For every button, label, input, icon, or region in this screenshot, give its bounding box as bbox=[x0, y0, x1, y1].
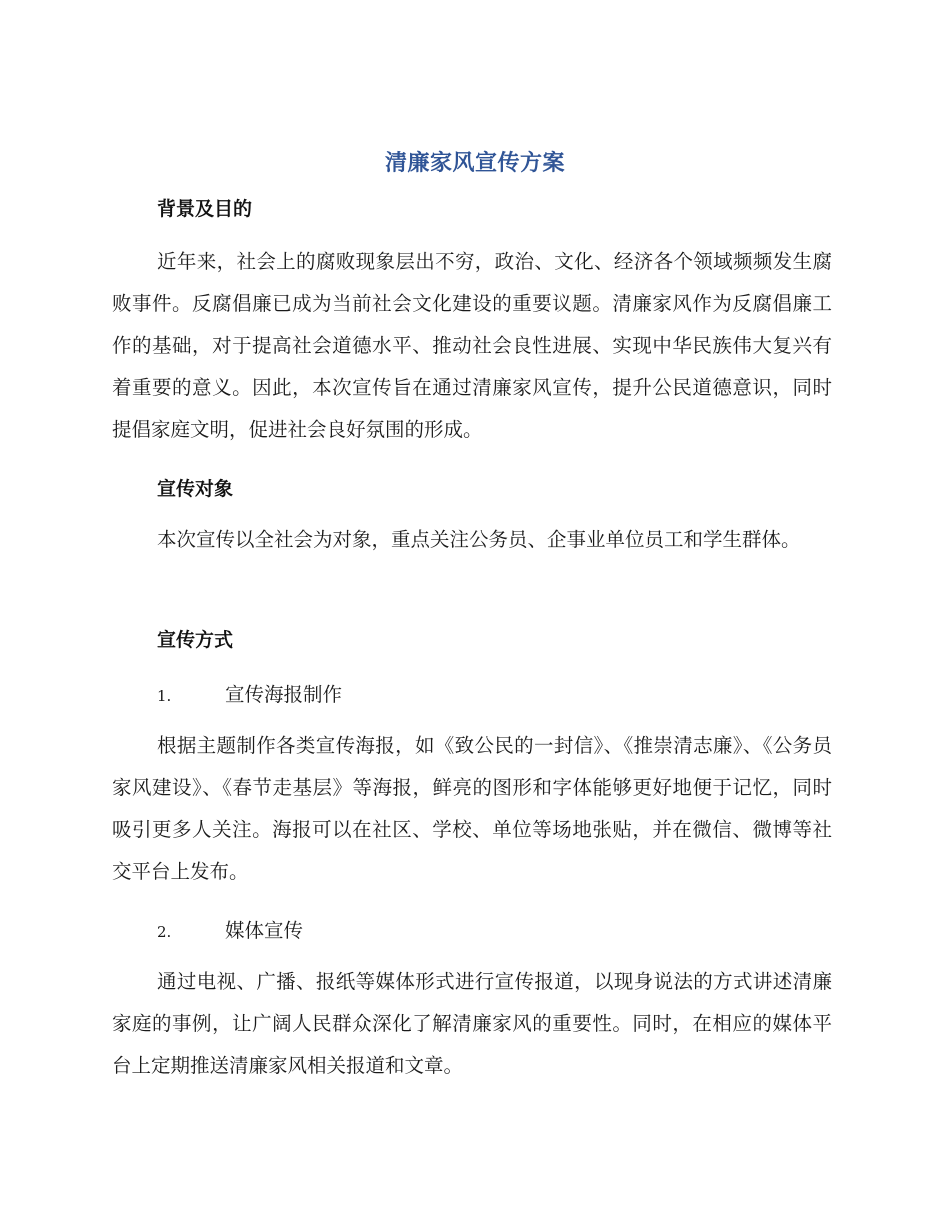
document-title: 清廉家风宣传方案 bbox=[384, 151, 565, 176]
section-heading-background: 背景及目的 bbox=[157, 198, 253, 220]
section-heading-audience: 宣传对象 bbox=[157, 478, 234, 500]
list-item-label: 媒体宣传 bbox=[225, 919, 304, 942]
list-item-number: 2. bbox=[157, 923, 172, 941]
list-item-paragraph-media: 通过电视、广播、报纸等媒体形式进行宣传报道，以现身说法的方式讲述清廉家庭的事例，让广阔人民群众深化了解清廉家风的重要性。同时，在相应的媒体平台上定期推送清廉家风相关报道和文章。 bbox=[112, 970, 832, 1077]
section-paragraph-background: 近年来，社会上的腐败现象层出不穷，政治、文化、经济各个领域频频发生腐败事件。反腐倡廉已成为当前社会文化建设的重要议题。清廉家风作为反腐倡廉工作的基础，对于提高社会道德水平、推动社会良性进展、实现中华民族伟大复兴有着重要的意义。因此，本次宣传旨在通过清廉家风宣传，提升公民道德意识，同时提倡家庭文明，促进社会良好氛围的形成。 bbox=[112, 250, 832, 441]
list-item-number: 1. bbox=[157, 687, 172, 705]
list-item-media bbox=[157, 915, 303, 943]
list-item-posters bbox=[157, 679, 342, 707]
list-item-paragraph-posters: 根据主题制作各类宣传海报，如《致公民的一封信》、《推崇清志廉》、《公务员家风建设》、《春节走基层》等海报，鲜亮的图形和字体能够更好地便于记忆，同时吸引更多人关注。海报可以在社区、学校、单位等场地张贴，并在微信、微博等社交平台上发布。 bbox=[112, 734, 832, 883]
section-heading-methods: 宣传方式 bbox=[157, 629, 234, 651]
list-item-label: 宣传海报制作 bbox=[225, 683, 343, 706]
section-paragraph-audience: 本次宣传以全社会为对象，重点关注公务员、企事业单位员工和学生群体。 bbox=[157, 528, 801, 551]
